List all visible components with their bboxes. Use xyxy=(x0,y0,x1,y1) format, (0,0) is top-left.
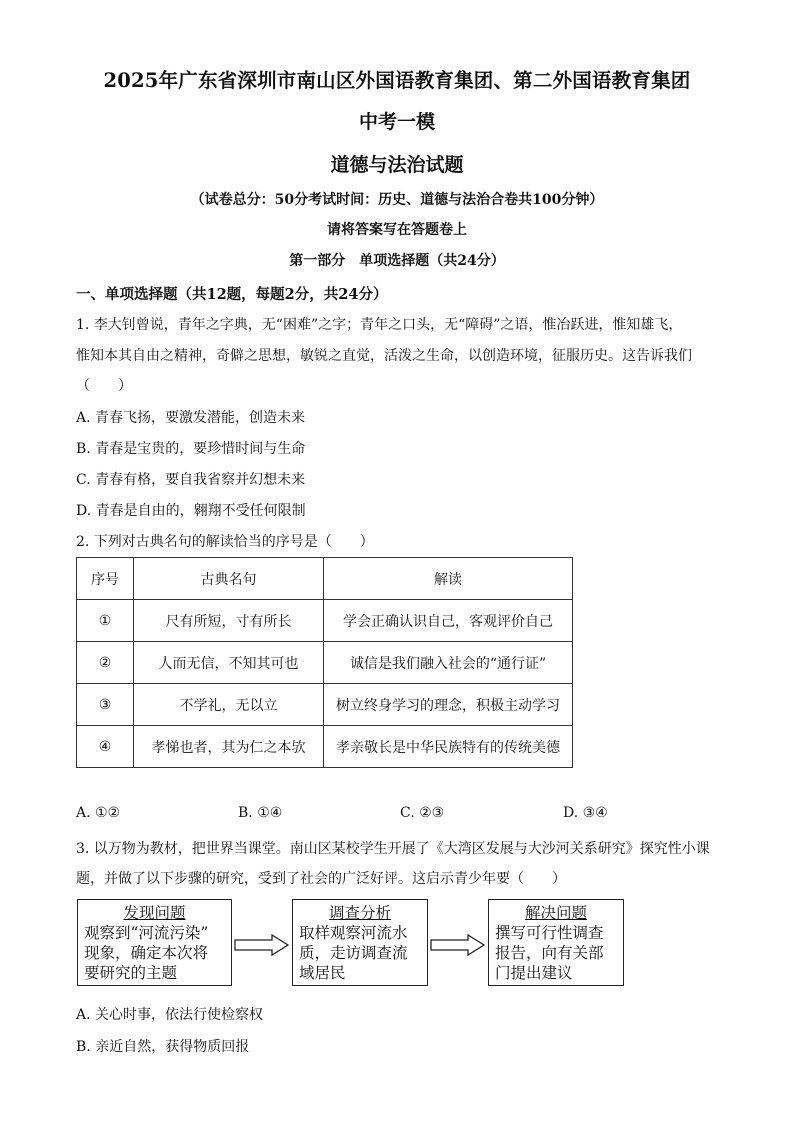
flow-step-title: 解决问题 xyxy=(524,904,587,922)
flow-step-text: 观察到“河流污染” xyxy=(84,924,209,942)
flow-step-investigate xyxy=(292,899,428,986)
flow-step-discover xyxy=(77,899,232,986)
arrow-right-icon xyxy=(234,934,290,956)
table-header: 序号 xyxy=(77,558,134,600)
q2-stem: 2. 下列对古典名句的解读恰当的序号是（ ） xyxy=(76,534,374,550)
table-cell: 树立终身学习的理念，积极主动学习 xyxy=(324,684,573,726)
q3-option-a: A. 关心时事，依法行使检察权 xyxy=(76,1007,264,1023)
q1-stem-line1: 1. 李大钊曾说，青年之字典，无“困难”之字；青年之口头，无“障碍”之语，惟冶跃进，惟知雄飞， xyxy=(76,317,683,333)
table-cell: ④ xyxy=(77,726,134,768)
flow-step-text: 报告，向有关部 xyxy=(495,944,604,962)
q3-stem-line2: 题，并做了以下步骤的研究，受到了社会的广泛好评。这启示青少年要（ ） xyxy=(76,871,566,887)
q2-table xyxy=(76,557,573,768)
q1-option-a: A. 青春飞扬，要激发潜能，创造未来 xyxy=(76,410,306,426)
flow-step-text: 域居民 xyxy=(299,964,346,982)
exam-note: （试卷总分：50分考试时间：历史、道德与法治合卷共100分钟） xyxy=(190,192,604,208)
flow-step-title: 发现问题 xyxy=(123,904,186,922)
table-cell: 尺有所短，寸有所长 xyxy=(134,600,324,642)
q2-option-a: A. ①② xyxy=(76,805,121,821)
flow-step-text: 要研究的主题 xyxy=(84,964,178,982)
table-cell: 人而无信，不知其可也 xyxy=(134,642,324,684)
q1-stem-line3: （ ） xyxy=(76,378,132,394)
table-cell: ③ xyxy=(77,684,134,726)
subject-title: 道德与法治试题 xyxy=(330,154,464,176)
table-cell: 学会正确认识自己，客观评价自己 xyxy=(324,600,573,642)
section-heading: 一、单项选择题（共12题，每题2分，共24分） xyxy=(76,286,388,303)
q2-option-d: D. ③④ xyxy=(563,805,608,821)
table-header: 古典名句 xyxy=(134,558,324,600)
q3-option-b: B. 亲近自然，获得物质回报 xyxy=(76,1039,250,1055)
exam-title: 2025年广东省深圳市南山区外国语教育集团、第二外国语教育集团 xyxy=(103,69,691,92)
table-header-row xyxy=(77,558,573,600)
q1-option-b: B. 青春是宝贵的，要珍惜时间与生命 xyxy=(76,441,306,457)
flow-step-text: 质，走访调查流 xyxy=(299,944,408,962)
flow-step-title: 调查分析 xyxy=(328,904,391,922)
flow-step-text: 现象，确定本次将 xyxy=(84,944,209,962)
arrow-right-icon xyxy=(430,934,486,956)
table-cell: ① xyxy=(77,600,134,642)
q1-option-c: C. 青春有格，要自我省察并幻想未来 xyxy=(76,472,306,488)
flow-step-text: 撰写可行性调查 xyxy=(495,924,604,942)
answer-note: 请将答案写在答题卷上 xyxy=(327,222,467,238)
table-cell: 诚信是我们融入社会的“通行证” xyxy=(324,642,573,684)
part-title: 第一部分 单项选择题（共24分） xyxy=(289,253,505,269)
exam-subtitle: 中考一模 xyxy=(358,111,435,133)
table-cell: 孝悌也者，其为仁之本欤 xyxy=(134,726,324,768)
q1-stem-line2: 惟知本其自由之精神，奇僻之思想，敏锐之直觉，活泼之生命，以创造环境，征服历史。这告诉我们 xyxy=(76,348,692,364)
table-row xyxy=(77,600,573,642)
table-row xyxy=(77,684,573,726)
q2-option-c: C. ②③ xyxy=(400,805,445,821)
q2-option-b: B. ①④ xyxy=(238,805,283,821)
flow-step-text: 取样观察河流水 xyxy=(299,924,408,942)
table-header: 解读 xyxy=(324,558,573,600)
table-cell: 不学礼，无以立 xyxy=(134,684,324,726)
q1-option-d: D. 青春是自由的，翱翔不受任何限制 xyxy=(76,503,306,519)
table-row xyxy=(77,726,573,768)
flow-step-solve xyxy=(488,899,624,986)
table-row xyxy=(77,642,573,684)
table-cell: 孝亲敬长是中华民族特有的传统美德 xyxy=(324,726,573,768)
q3-stem-line1: 3. 以万物为教材，把世界当课堂。南山区某校学生开展了《大湾区发展与大沙河关系研究》探究性小课 xyxy=(76,841,710,857)
table-cell: ② xyxy=(77,642,134,684)
flow-step-text: 门提出建议 xyxy=(495,964,573,982)
